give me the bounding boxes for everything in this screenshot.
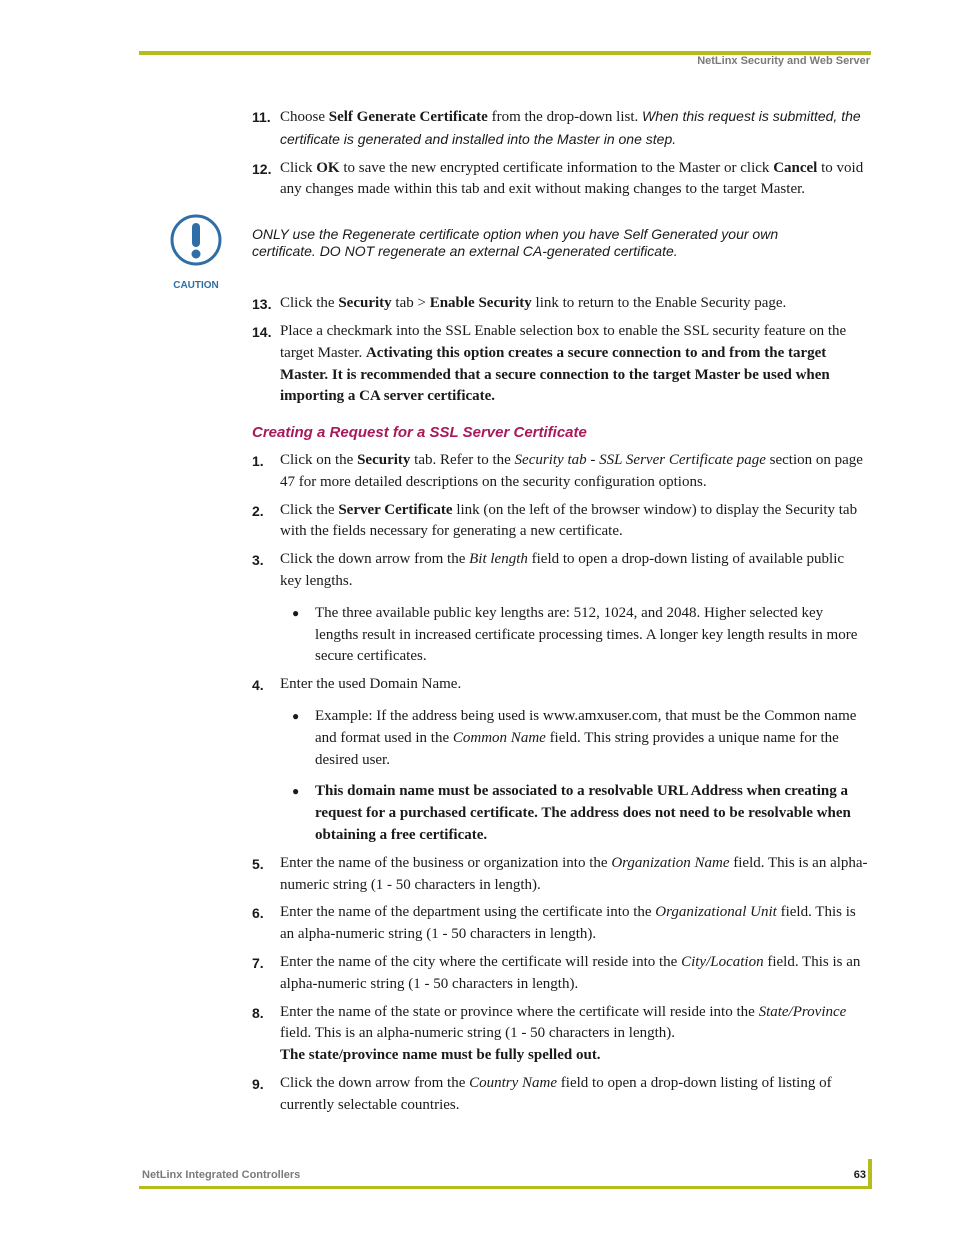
bullet-text: Example: If the address being used is www.amxuser.com, that must be the Common name and format used in the (315, 707, 857, 746)
step-text: Enter the name of the business or organization into the (280, 854, 612, 871)
step-11 (252, 106, 868, 152)
step-bold: Security (338, 295, 392, 312)
step-text: field. This is an alpha-numeric string (1 - 50 characters in length). (280, 1025, 676, 1042)
step-italic: Organizational Unit (655, 904, 777, 921)
caution-line-2: certificate. DO NOT regenerate an external CA-generated certificate. (252, 243, 678, 260)
step-text: Click the (280, 501, 339, 518)
step-3 (252, 549, 868, 593)
bullet-icon: ● (292, 605, 300, 620)
step-bold: Enable Security (429, 295, 532, 312)
bullet-text: field. This string provides a unique name for the desired user. (315, 729, 839, 768)
caution-note (173, 221, 868, 291)
step-italic: Organization Name (611, 854, 730, 871)
bullet-bold: This domain name must be associated to a resolvable URL Address when creating a request for a purchased certificate. The address does not need to be resolvable when obtaining a free certificate. (315, 783, 851, 843)
step-text: field. This is an alpha-numeric string (1 - 50 characters in length). (280, 904, 856, 943)
step-4 (252, 674, 868, 696)
step-bold: OK (316, 159, 340, 176)
bullet-key-lengths (252, 603, 868, 668)
step-italic: City/Location (681, 953, 764, 970)
bullet-domain-note (252, 781, 868, 846)
step-italic: State/Province (758, 1003, 847, 1020)
step-text: Enter the name of the state or province where the certificate will reside into the (280, 1003, 759, 1020)
step-13 (252, 293, 868, 315)
footer-rule (139, 1186, 872, 1189)
step-6 (252, 902, 868, 946)
bullet-icon: ● (292, 784, 300, 799)
caution-text (252, 221, 792, 260)
step-text: field to open a drop-down listing of listing of currently selectable countries. (280, 1074, 832, 1113)
section-heading: Creating a Request for a SSL Server Certificate (252, 424, 587, 442)
caution-line-1: ONLY use the Regenerate certificate option when you have Self Generated your own (252, 226, 779, 243)
step-text: Enter the name of the city where the certificate will reside into the (280, 953, 682, 970)
step-number: 5. (252, 855, 264, 872)
caution-label: CAUTION (173, 279, 219, 291)
step-bold: Security (357, 451, 411, 468)
step-text: Click on the (280, 451, 358, 468)
step-text: Click the down arrow from the (280, 1074, 470, 1091)
step-number: 11. (252, 109, 271, 125)
step-text: link to return to the Enable Security page. (531, 295, 787, 312)
step-bold: Self Generate Certificate (328, 109, 488, 125)
step-text: Place a checkmark into the SSL Enable selection box to enable the SSL security feature on the target Master. (280, 322, 847, 361)
step-text: field to open a drop-down listing of available public key lengths. (280, 551, 845, 589)
step-5 (252, 853, 868, 897)
bullet-text: The three available public key lengths are: 512, 1024, and 2048. Higher selected key lengths result in increased certificate processing times. A longer key length results in more secure certificates. (315, 604, 858, 665)
bullet-example (252, 706, 868, 771)
step-text: Choose (280, 109, 329, 125)
step-text: Click the down arrow from the (280, 551, 470, 568)
step-bold: Cancel (773, 159, 818, 176)
step-italic: Country Name (469, 1074, 558, 1091)
step-7 (252, 952, 868, 996)
step-italic: Bit length (469, 551, 528, 568)
step-text: tab > (391, 295, 430, 312)
step-text: from the drop-down list. (487, 109, 642, 125)
header-title: NetLinx Security and Web Server (697, 55, 870, 67)
step-text: field. This is an alpha-numeric string (1 - 50 characters in length). (280, 953, 861, 992)
bullet-italic: Common Name (452, 729, 546, 746)
step-text: Click (280, 159, 317, 176)
footer-title: NetLinx Integrated Controllers (142, 1169, 301, 1181)
step-text: section on page 47 for more detailed descriptions on the security configuration options. (280, 451, 863, 490)
step-number: 2. (252, 502, 264, 519)
step-text: Enter the name of the department using the certificate into the (280, 904, 656, 921)
step-2 (252, 500, 868, 544)
step-number: 13. (252, 296, 272, 313)
step-number: 14. (252, 323, 272, 340)
step-9 (252, 1073, 868, 1117)
page-number: 63 (853, 1169, 866, 1181)
step-bold: Activating this option creates a secure connection to and from the target Master. It is recommended that a secure connection to the target Master be used when importing a CA server certificate. (280, 344, 830, 405)
step-number: 12. (252, 160, 272, 177)
step-number: 3. (252, 552, 264, 569)
step-text: to save the new encrypted certificate information to the Master or click (339, 159, 774, 176)
step-text: Click the (280, 295, 339, 312)
step-text: tab. Refer to the (410, 451, 515, 468)
step-text: to void any changes made within this tab and exit without making changes to the target Master. (280, 159, 864, 198)
caution-block (168, 213, 224, 297)
step-number: 1. (252, 452, 264, 469)
step-number: 9. (252, 1075, 264, 1092)
step-bold: The state/province name must be fully spelled out. (280, 1047, 601, 1064)
step-1 (252, 450, 868, 494)
step-number: 8. (252, 1004, 264, 1021)
step-12 (252, 158, 868, 202)
step-number: 6. (252, 905, 264, 922)
step-number: 7. (252, 954, 264, 971)
step-text: Enter the used Domain Name. (280, 676, 462, 693)
step-text: field. This is an alpha-numeric string (1 - 50 characters in length). (280, 854, 868, 893)
bullet-icon: ● (292, 708, 300, 723)
page-content (173, 106, 868, 1122)
step-note: When this request is submitted, the certificate is generated and installed into the Master in one step. (280, 108, 861, 147)
step-text: link (on the left of the browser window) to display the Security tab with the fields necessary for generating a new certificate. (280, 501, 858, 540)
step-8 (252, 1002, 868, 1067)
caution-icon (169, 213, 223, 267)
step-bold: Server Certificate (338, 501, 453, 518)
step-number: 4. (252, 677, 264, 694)
page-number-bar (868, 1159, 872, 1189)
step-14 (252, 321, 868, 408)
step-italic: Security tab - SSL Server Certificate page (514, 451, 766, 468)
